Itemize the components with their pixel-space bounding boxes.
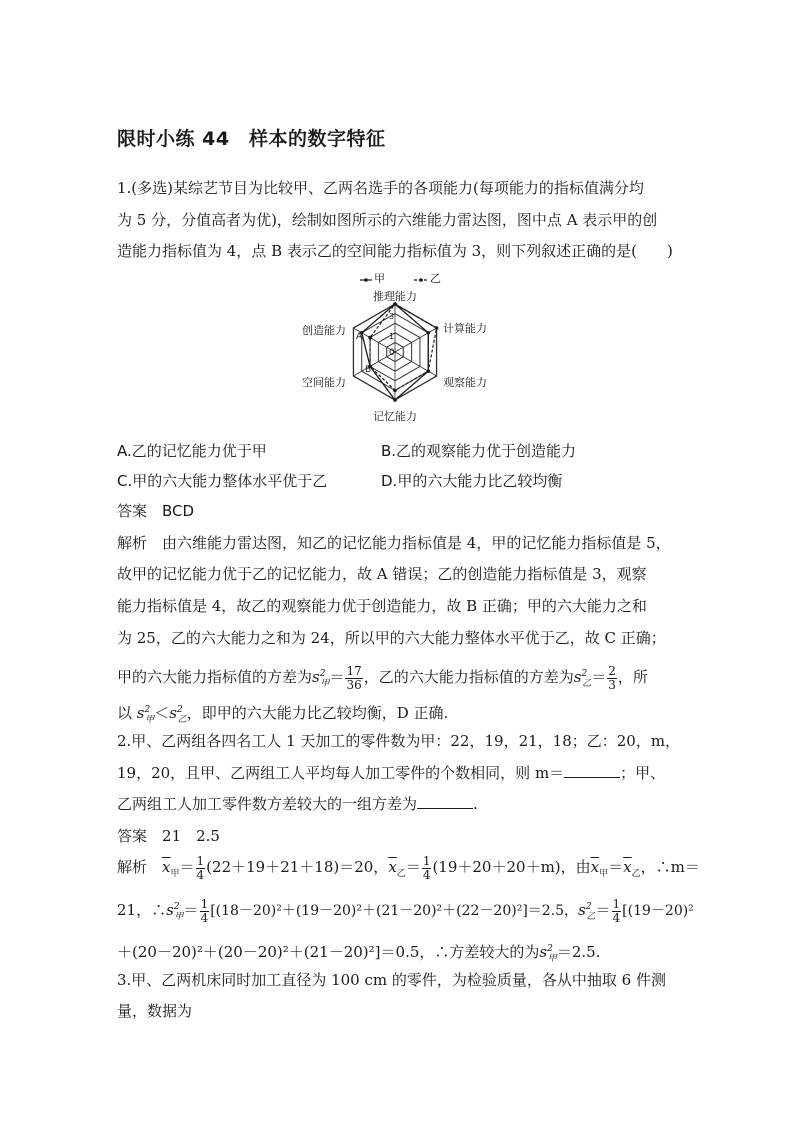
variance-symbol-jia: $s^2_甲$	[312, 668, 330, 689]
q1-answer	[117, 501, 194, 521]
fraction-17-36	[345, 665, 362, 692]
analysis-label: 解析	[117, 534, 148, 552]
frac-num: 17	[346, 663, 362, 678]
tick-1-label: 1	[389, 332, 395, 341]
frac-den: 4	[422, 867, 431, 882]
mean-jia-symbol: $\overline{x}$	[590, 858, 600, 876]
axis-label-observation: 观察能力	[443, 376, 487, 389]
tick-0-label: 0	[389, 348, 395, 358]
point-a-label: A	[356, 332, 363, 342]
frac-den: 36	[346, 677, 362, 692]
frac-num: 1	[612, 896, 621, 911]
solution-text-1: (22＋19＋21＋18)＝20，	[206, 858, 389, 876]
point-b-label: B	[365, 365, 372, 375]
legend-jia-label: 甲	[374, 272, 385, 285]
axis-label-creativity: 创造能力	[302, 324, 346, 337]
q1-line-1: 1.(多选)某综艺节目为比较甲、乙两名选手的各项能力(每项能力的指标值满分均	[117, 179, 644, 197]
page-title: 限时小练 44 样本的数字特征	[117, 128, 386, 150]
series-yi-point	[368, 336, 372, 340]
q1-analysis-line-4: 为 25，乙的六大能力之和为 24，所以甲的六大能力整体水平优于乙，故 C 正确；	[117, 629, 666, 647]
answer-value: BCD	[162, 502, 195, 520]
q2-line-3	[117, 794, 478, 814]
solution-text-7: ＋(20－20)²＋(20－20)²＋(21－20)²]＝0.5，∴方差较大的为	[117, 943, 540, 961]
q3-line-2: 量，数据为	[117, 1002, 193, 1020]
solution-text-4: 21，∴	[117, 901, 167, 919]
axis-label-calculation: 计算能力	[443, 322, 487, 335]
variance-symbol-yi: $s^2_乙$	[169, 704, 187, 725]
series-jia-point	[426, 331, 430, 335]
frac-den: 4	[612, 910, 621, 925]
solution-text-8: ＝2.5.	[556, 943, 601, 961]
option-d: D.甲的六大能力比乙较均衡	[381, 472, 563, 490]
q2-analysis-line-2: 21，$\therefore s^2_甲=$ $\frac{1}{4}$ [(18－20)²＋(19－20)²＋(21－20)²＋(22－20)²]＝2.5，$s^2_乙=$ $\frac{1}{4}$ [(19－20)²	[117, 890, 694, 924]
answer-blank-2[interactable]	[417, 794, 473, 809]
mean-yi-symbol: $\overline{x}$	[388, 858, 397, 876]
q1-analysis-line-3: 能力指标值是 4，故乙的观察能力优于创造能力，故 B 正确；甲的六大能力之和	[117, 597, 647, 615]
q2-line-2	[117, 763, 665, 783]
series-yi-point	[426, 369, 430, 373]
q2-analysis-line-1: 解析 $\overline{x}_甲=$ $\frac{1}{4}$ (22＋19＋21＋18)＝20，$\overline{x}_乙=$ $\frac{1}{4}$ (19＋20＋20＋m)，由$\overline{x}_甲=\overline{x}_乙$，∴m＝	[117, 853, 700, 882]
q1-analysis-line-1	[117, 533, 671, 553]
legend-yi-marker	[419, 278, 423, 282]
solution-text-6: [(19－20)²	[622, 903, 694, 919]
frac-num: 1	[422, 853, 431, 868]
axis-label-memory: 记忆能力	[373, 410, 417, 423]
variance-text-a: 甲的六大能力指标值的方差为	[117, 668, 313, 686]
frac-num: 1	[196, 853, 205, 868]
answer-label: 答案	[117, 827, 148, 845]
variance-symbol-jia: $s^2_甲$	[539, 943, 557, 964]
analysis-label: 解析	[117, 858, 148, 876]
q2-text-c: 乙两组工人加工零件数方差较大的一组方差为	[117, 795, 418, 813]
legend-jia-marker	[364, 278, 368, 282]
variance-symbol-yi: $s^2_乙$	[578, 901, 596, 922]
frac-den: 3	[608, 677, 616, 692]
series-jia-point	[393, 398, 397, 402]
q2-text-b: ；甲、	[620, 764, 666, 782]
frac-den: 4	[196, 867, 205, 882]
mean-yi-symbol: $\overline{x}$	[623, 858, 632, 876]
conclusion-text: ，即甲的六大能力比乙较均衡，D 正确.	[186, 704, 449, 722]
q2-analysis-line-3	[117, 939, 600, 969]
fraction-2-3	[607, 665, 617, 692]
solution-text-5: [(18－20)²＋(19－20)²＋(21－20)²＋(22－20)²]＝2.5，	[210, 903, 579, 919]
solution-text-2: (19＋20＋20＋m)，由	[432, 858, 591, 876]
radar-axis-line	[395, 328, 437, 352]
variance-symbol-yi: $s^2_乙$	[573, 668, 592, 689]
fraction-quarter	[200, 898, 210, 925]
variance-text-c: ，所	[617, 668, 648, 686]
option-a: A.乙的记忆能力优于甲	[117, 442, 267, 460]
variance-symbol-jia: $s^2_甲$	[136, 704, 155, 725]
fraction-quarter	[422, 855, 432, 882]
frac-num: 2	[608, 663, 616, 678]
q1-line-3: 造能力指标值为 4，点 B 表示乙的空间能力指标值为 3，则下列叙述正确的是( )	[117, 242, 673, 260]
answer-blank-1[interactable]	[564, 763, 620, 778]
analysis-text: 由六维能力雷达图，知乙的记忆能力指标值是 4，甲的记忆能力指标值是 5，	[162, 534, 671, 552]
q1-line-2: 为 5 分，分值高者为优)，绘制如图所示的六维能力雷达图，图中点 A 表示甲的创	[117, 211, 658, 229]
variance-symbol-jia: $s^2_甲$	[166, 901, 184, 922]
mean-jia-symbol: $\overline{x}$	[162, 858, 171, 876]
fraction-quarter	[612, 898, 622, 925]
q2-text-a: 19，20，且甲、乙两组工人平均每人加工零件的个数相同，则 m＝	[117, 764, 565, 782]
legend-yi-label: 乙	[430, 272, 441, 285]
frac-den: 4	[200, 910, 209, 925]
radar-chart	[290, 272, 510, 430]
answer-label: 答案	[117, 502, 148, 520]
radar-axis-line	[395, 352, 437, 376]
option-c: C.甲的六大能力整体水平优于乙	[117, 472, 328, 490]
tick-3-label: 3	[389, 312, 395, 321]
variance-text-b: ，乙的六大能力指标值的方差为	[363, 668, 574, 686]
axis-label-reasoning: 推理能力	[373, 290, 417, 303]
axis-label-space: 空间能力	[302, 376, 346, 389]
option-b: B.乙的观察能力优于创造能力	[381, 442, 577, 460]
solution-text-3: ，∴m＝	[640, 858, 700, 876]
fraction-quarter	[196, 855, 206, 882]
q1-analysis-line-2: 故甲的记忆能力优于乙的记忆能力，故 A 错误；乙的创造能力指标值是 3，观察	[117, 565, 647, 583]
q1-last-line: 以 $s^2_甲<s^2_乙$，即甲的六大能力比乙较均衡，D 正确.	[117, 700, 448, 730]
q2-text-d: .	[473, 795, 478, 813]
series-yi-point	[435, 326, 439, 330]
q2-answer	[117, 826, 220, 846]
q2-line-1: 2.甲、乙两组各四名工人 1 天加工的零件数为甲：22，19，21，18；乙：20，m，	[117, 732, 681, 750]
q1-variance-line: 甲的六大能力指标值的方差为$s^2_甲=$ $\frac{17}{36}$ ，乙的六大能力指标值的方差为$s^2_乙=$ $\frac{2}{3}$ ，所	[117, 658, 648, 690]
q3-line-1: 3.甲、乙两机床同时加工直径为 100 cm 的零件，为检验质量，各从中抽取 6 件测	[117, 971, 666, 989]
answer-value: 21 2.5	[162, 827, 220, 845]
series-yi-point	[393, 389, 397, 393]
frac-num: 1	[200, 896, 209, 911]
